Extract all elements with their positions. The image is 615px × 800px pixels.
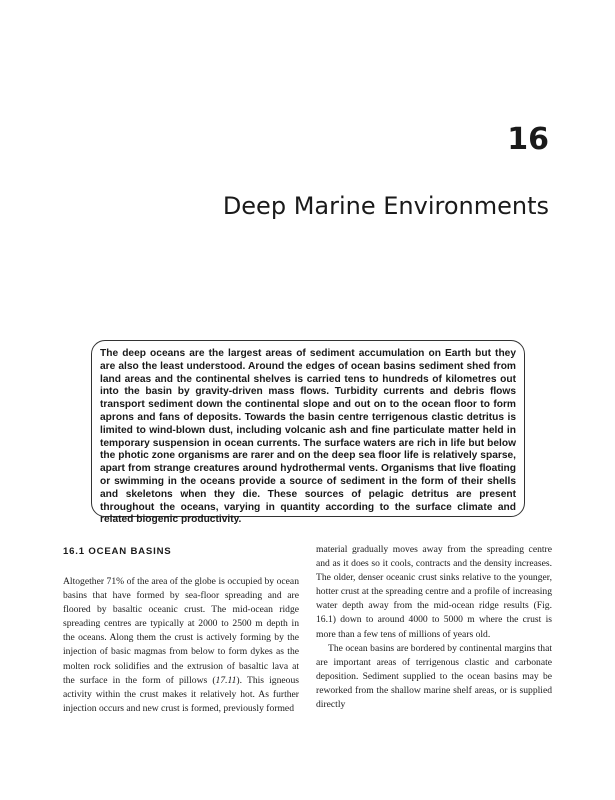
right-column: [316, 543, 552, 712]
chapter-abstract: The deep oceans are the largest areas of sediment accumulation on Earth but they are also the least understood. Around the edges of ocean basins sediment shed from land areas and the continental shelves is carried tens to hundreds of kilometres out into the basin by gravity-driven mass flows. Turbidity currents and debris flows transport sediment down the continental slope and out on to the ocean floor to form aprons and fans of deposits. Towards the basin centre terrigenous clastic detritus is limited to wind-blown dust, including volcanic ash and fine particulate matter held in temporary suspension in ocean currents. The surface waters are rich in life but below the photic zone organisms are rarer and on the deep sea floor life is relatively sparse, apart from strange creatures around hydrothermal vents. Organisms that live floating or swimming in the oceans provide a source of sediment in the form of their shells and skeletons when they die. These sources of pelagic detritus are present throughout the oceans, varying in quantity according to the surface climate and related biogenic productivity.: [91, 340, 525, 517]
section-heading: 16.1 OCEAN BASINS: [63, 546, 172, 557]
paragraph-2: The ocean basins are bordered by continental margins that are important areas of terrigenous clastic and carbonate deposition. Sediment supplied to the ocean basins may be reworked from the shallow marine shelf areas, or is supplied directly: [316, 642, 552, 711]
paragraph-1-part-1: Altogether 71% of the area of the globe is occupied by ocean basins that have formed by sea-floor spreading and are floored by basaltic oceanic crust. The mid-ocean ridge spreading centres are typically at 2000 to 2500 m depth in the oceans. Along them the crust is actively forming by the injection of basic magmas from below to form dykes as the molten rock solidifies and the extrusion of basaltic lava at the surface in the form of pillows (17.11). This igneous activity within the crust makes it relatively hot. As further injection occurs and new crust is formed, previously formed: [63, 576, 299, 714]
left-column: [63, 545, 299, 716]
chapter-title: Deep Marine Environments: [222, 192, 549, 220]
paragraph-1-part-2: material gradually moves away from the spreading centre and as it does so it cools, contracts and the density increases. The older, denser oceanic crust sinks relative to the younger, hotter crust at the spreading centre and a profile of increasing water depth away from the mid-ocean ridge results (Fig. 16.1) down to around 4000 to 5000 m where the crust is more than a few tens of millions of years old.: [316, 544, 552, 640]
chapter-number: 16: [507, 122, 549, 157]
